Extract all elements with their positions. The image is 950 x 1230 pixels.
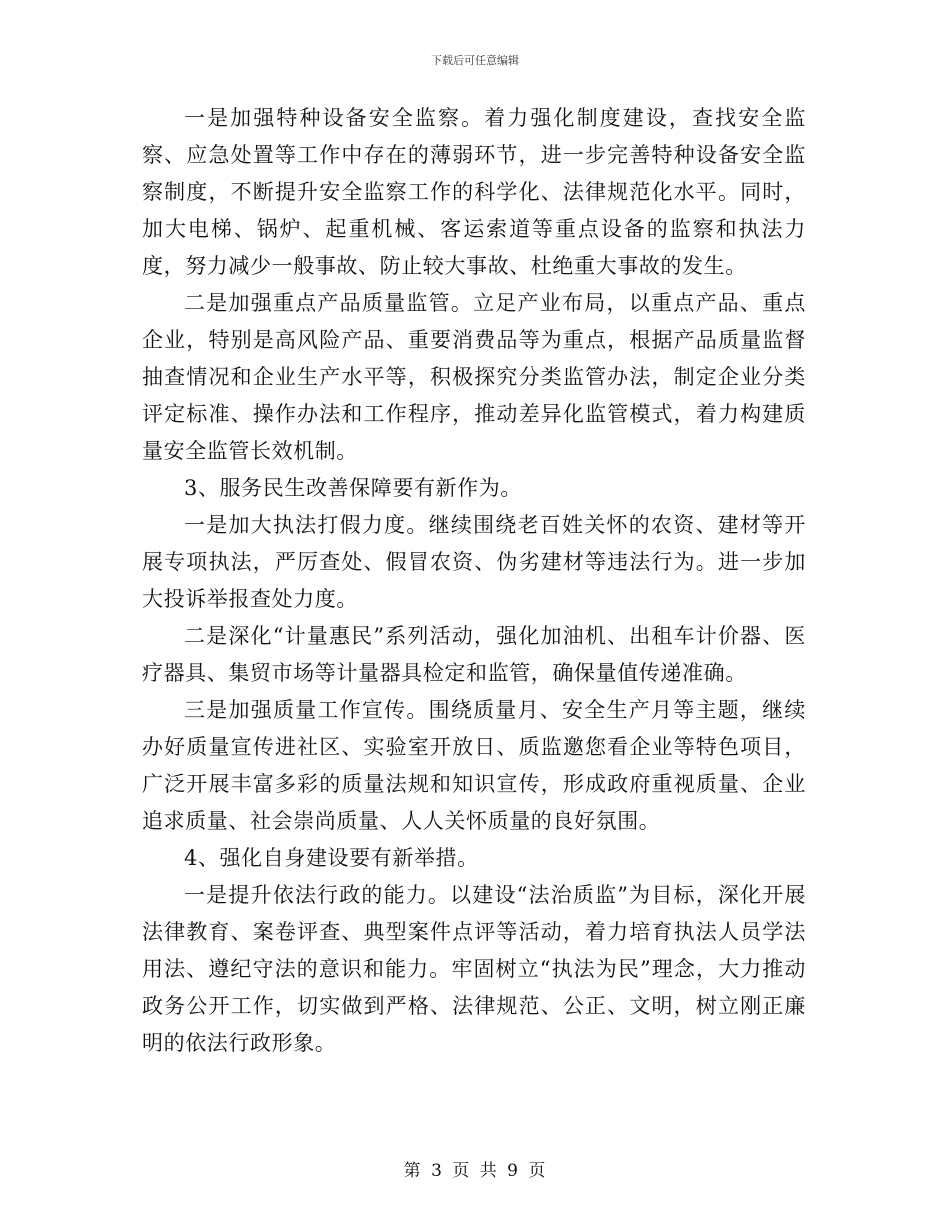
document-body (142, 100, 806, 1062)
paragraph-rule-of-law: 一是提升依法行政的能力。以建设“法治质监”为目标，深化开展法律教育、案卷评查、典型案件点评等活动，着力培育执法人员学法用法、遵纪守法的意识和能力。牢固树立“执法为民”理念，大力推动政务公开工作，切实做到严格、法律规范、公正、文明，树立刚正廉明的依法行政形象。 (142, 883, 806, 1055)
page-header: 下载后可任意编辑 (431, 54, 519, 67)
section-heading-livelihood: 3、服务民生改善保障要有新作为。 (184, 476, 522, 500)
paragraph-special-equipment: 一是加强特种设备安全监察。着力强化制度建设，查找安全监察、应急处置等工作中存在的薄弱环节，进一步完善特种设备安全监察制度，不断提升安全监察工作的科学化、法律规范化水平。同时，加大电梯、锅炉、起重机械、客运索道等重点设备的监察和执法力度，努力减少一般事故、防止较大事故、杜绝重大事故的发生。 (142, 106, 806, 278)
paragraph-product-quality: 二是加强重点产品质量监管。立足产业布局，以重点产品、重点企业，特别是高风险产品、重要消费品等为重点，根据产品质量监督抽查情况和企业生产水平等，积极探究分类监管办法，制定企业分类评定标准、操作办法和工作程序，推动差异化监管模式，着力构建质量安全监管长效机制。 (142, 291, 806, 463)
paragraph-metrology: 二是深化“计量惠民”系列活动，强化加油机、出租车计价器、医疗器具、集贸市场等计量器具检定和监管，确保量值传递准确。 (142, 624, 806, 685)
section-heading-self-building: 4、强化自身建设要有新举措。 (184, 846, 479, 870)
page-footer: 第 3 页 共 9 页 (403, 1161, 547, 1181)
paragraph-publicity: 三是加强质量工作宣传。围绕质量月、安全生产月等主题，继续办好质量宣传进社区、实验室开放日、质监邀您看企业等特色项目，广泛开展丰富多彩的质量法规和知识宣传，形成政府重视质量、企业追求质量、社会崇尚质量、人人关怀质量的良好氛围。 (142, 698, 806, 833)
paragraph-anti-counterfeit: 一是加大执法打假力度。继续围绕老百姓关怀的农资、建材等开展专项执法，严厉查处、假冒农资、伪劣建材等违法行为。进一步加大投诉举报查处力度。 (142, 513, 806, 611)
